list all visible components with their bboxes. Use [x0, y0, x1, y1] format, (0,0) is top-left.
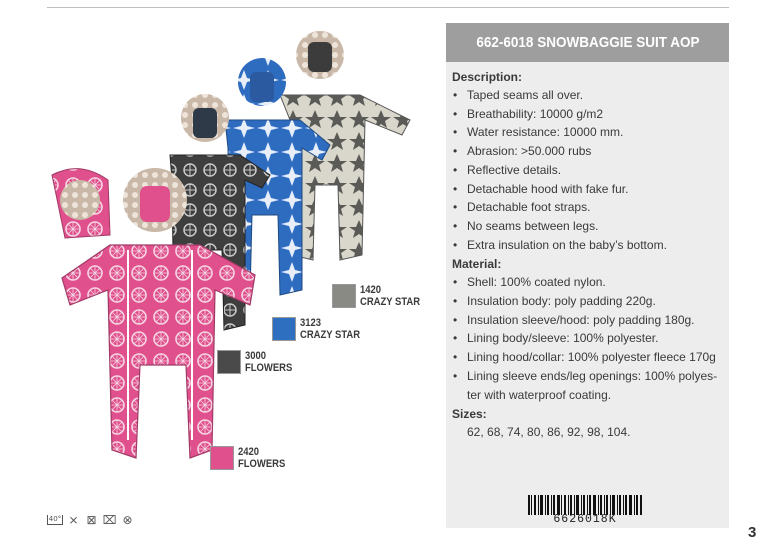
list-item: • Extra insulation on the baby’s bottom. [452, 236, 729, 255]
list-item: • Breathability: 10000 g/m2 [452, 105, 729, 124]
spec-panel [446, 23, 729, 528]
swatch-label-1420 [332, 284, 430, 308]
swatch-chip [272, 317, 296, 341]
spec-body [446, 62, 729, 441]
barcode-graphic [528, 495, 642, 515]
swatch-name: CRAZY STAR [360, 296, 421, 308]
description-heading: Description: [452, 70, 523, 84]
list-item: • Shell: 100% coated nylon. [452, 273, 729, 292]
swatch-name: CRAZY STAR [300, 329, 361, 341]
no-dry-clean-icon: ⊗ [122, 513, 133, 527]
swatch-code: 3000 [245, 350, 267, 362]
product-illustration [40, 20, 440, 500]
sizes-values: 62, 68, 74, 80, 86, 92, 98, 104. [467, 425, 631, 440]
swatch-chip [217, 350, 241, 374]
swatch-chip [332, 284, 356, 308]
swatch-name: FLOWERS [245, 362, 293, 374]
detached-hood [52, 169, 110, 238]
list-item: • Lining sleeve ends/leg openings: 100% polyes-ter with waterproof coating. [452, 367, 729, 404]
no-bleach-icon: ⨯ [68, 513, 79, 527]
barcode-number: 6626018K [553, 513, 617, 526]
material-list [452, 273, 729, 404]
list-item: • No seams between legs. [452, 217, 729, 236]
page-number: 3 [748, 524, 757, 541]
list-item: • Taped seams all over. [452, 86, 729, 105]
snowsuit-drawings [40, 20, 440, 500]
no-iron-icon: ⌧ [102, 513, 117, 527]
list-item: • Abrasion: >50.000 rubs [452, 142, 729, 161]
list-item: • Detachable hood with fake fur. [452, 180, 729, 199]
swatch-label-3000 [217, 350, 300, 374]
sizes-heading: Sizes: [452, 407, 487, 422]
swatch-label-2420 [210, 446, 293, 470]
no-tumble-dry-icon: ⊠ [86, 513, 97, 527]
material-heading: Material: [452, 257, 502, 272]
list-item: • Insulation sleeve/hood: poly padding 180g. [452, 311, 729, 330]
product-title-bar [446, 23, 729, 62]
list-item: • Insulation body: poly padding 220g. [452, 292, 729, 311]
list-item: • Water resistance: 10000 mm. [452, 123, 729, 142]
swatch-label-3123 [272, 317, 370, 341]
swatch-code: 1420 [360, 284, 382, 296]
top-divider [47, 7, 729, 8]
list-item: • Detachable foot straps. [452, 198, 729, 217]
product-title: 662-6018 SNOWBAGGIE SUIT AOP [475, 34, 700, 51]
swatch-code: 2420 [238, 446, 260, 458]
list-item: • Lining hood/collar: 100% polyester fleece 170g [452, 348, 729, 367]
description-list [452, 86, 729, 254]
care-symbols [47, 513, 135, 527]
swatch-name: FLOWERS [238, 458, 286, 470]
swatch-code: 3123 [300, 317, 322, 329]
list-item: • Reflective details. [452, 161, 729, 180]
swatch-chip [210, 446, 234, 470]
list-item: • Lining body/sleeve: 100% polyester. [452, 329, 729, 348]
wash-40-icon: 40° [48, 515, 62, 523]
